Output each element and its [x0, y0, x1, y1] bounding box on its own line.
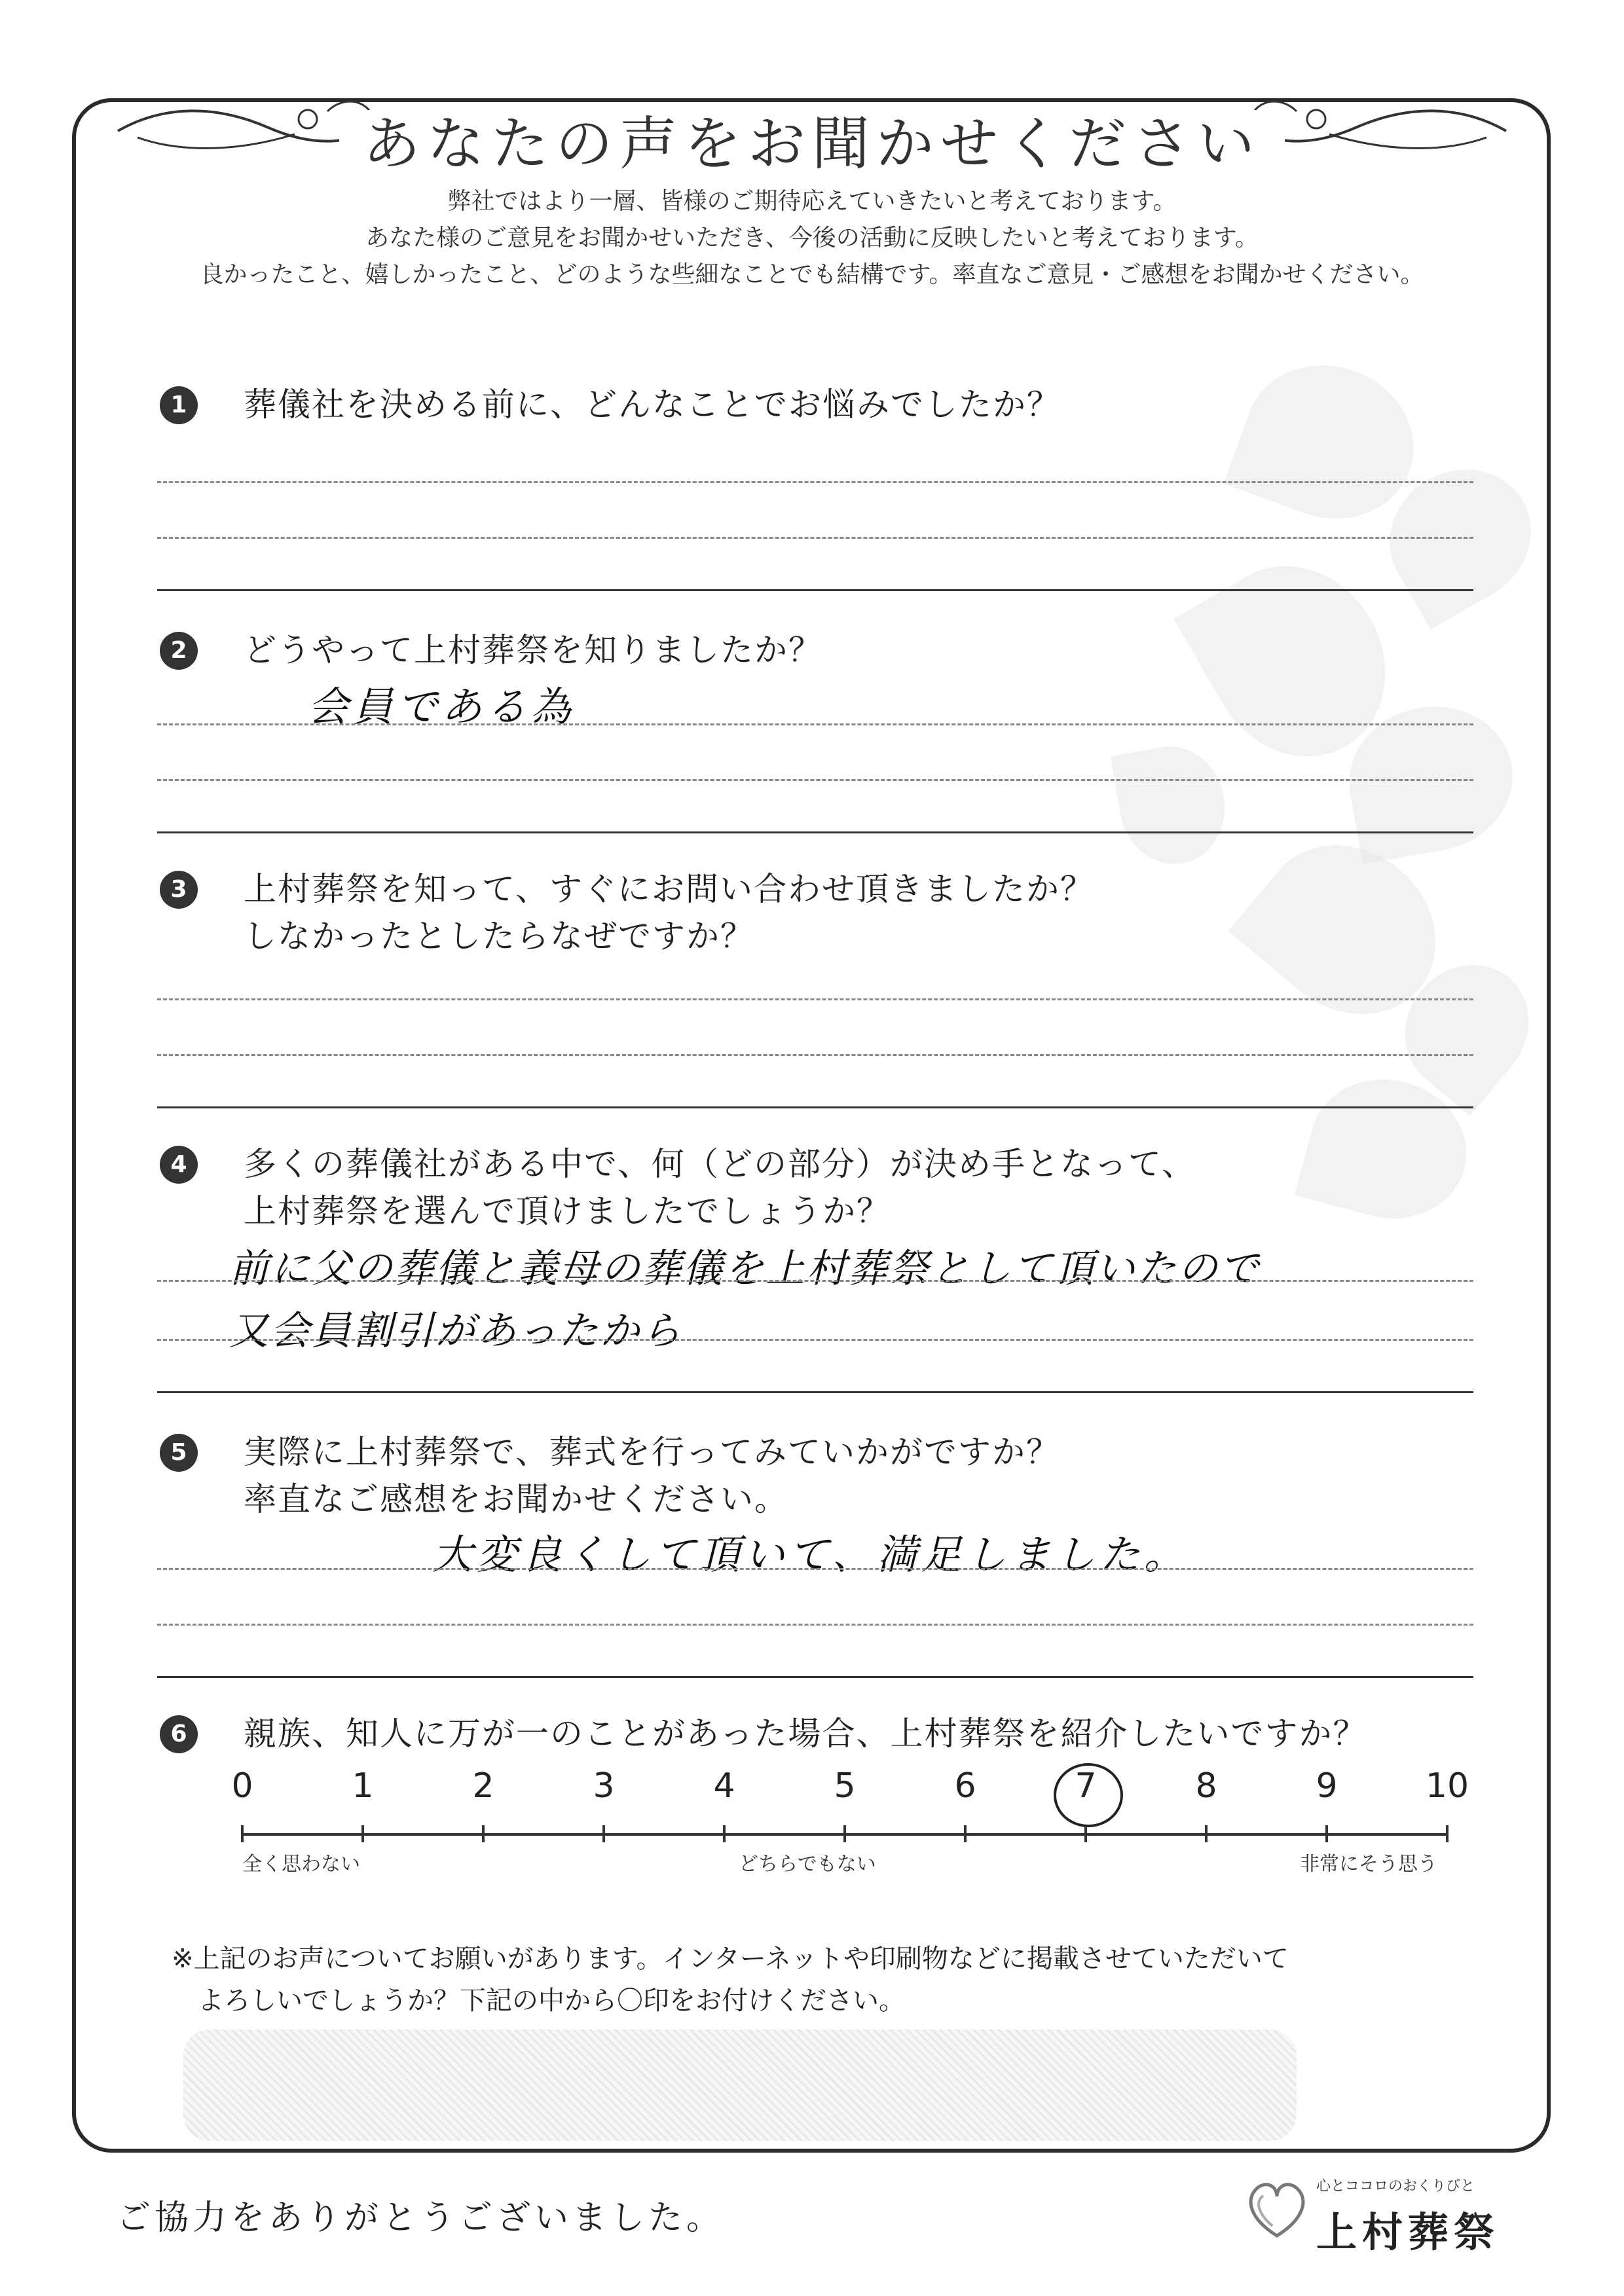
question-5-text: 実際に上村葬祭で、葬式を行ってみていかがですか？ 率直なご感想をお聞かせください。 — [244, 1433, 1060, 1518]
answer-line — [157, 1339, 1473, 1341]
question-number-badge: 5 — [160, 1434, 198, 1472]
intro-text: 弊社ではより一層、皆様のご期待応えていきたいと考えております。 あなた様のご意見をお聞かせいただき、今後の活動に反映したいと考えております。 良かったこと、嬉しかったこと、どのような些細なことでも結構です。率直なご意見・ご感想をお聞かせください。 — [200, 188, 1424, 288]
scale-label-mid: どちらでもない — [739, 1853, 876, 1876]
scale-tick — [843, 1825, 846, 1842]
scale-number-3: 3 — [593, 1766, 615, 1806]
answer-line — [157, 537, 1473, 539]
answer-line — [157, 1054, 1473, 1056]
heart-logo-icon — [1241, 2174, 1313, 2246]
handwritten-answer-2: 会員である為 — [308, 683, 576, 731]
handwritten-answer-4-line-1: 前に父の葬儀と義母の葬儀を上村葬祭として頂いたので — [229, 1246, 1261, 1292]
scale-tick — [1446, 1825, 1449, 1842]
answer-line — [157, 481, 1473, 483]
section-divider — [157, 1676, 1473, 1678]
scale-number-5: 5 — [834, 1766, 856, 1806]
question-4-text: 多くの葬儀社がある中で、何（どの部分）が決め手となって、 上村葬祭を選んで頂けましたでしょうか？ — [244, 1145, 1196, 1230]
scale-number-9: 9 — [1316, 1766, 1338, 1806]
handwritten-answer-4-line-2: 又会員割引があったから — [229, 1308, 683, 1354]
speckled-area — [183, 2030, 1297, 2141]
question-6-text: 親族、知人に万が一のことがあった場合、上村葬祭を紹介したいですか？ — [244, 1715, 1367, 1753]
section-divider — [157, 589, 1473, 591]
scale-number-6: 6 — [954, 1766, 976, 1806]
scale-tick — [723, 1825, 726, 1842]
answer-line — [157, 723, 1473, 725]
form-title: あなたの声をお聞かせください — [0, 98, 1624, 181]
question-number-badge: 3 — [160, 871, 198, 909]
scale-tick — [964, 1825, 967, 1842]
question-number-badge: 1 — [160, 386, 198, 424]
answer-line — [157, 1280, 1473, 1282]
answer-line — [157, 998, 1473, 1000]
question-number-badge: 4 — [160, 1146, 198, 1184]
answer-line — [157, 1568, 1473, 1570]
answer-line — [157, 1624, 1473, 1626]
question-2-text: どうやって上村葬祭を知りましたか？ — [244, 631, 822, 669]
question-number-badge: 6 — [160, 1715, 198, 1753]
scale-label-high: 非常にそう思う — [1300, 1853, 1437, 1876]
scale-tick — [1084, 1825, 1087, 1842]
brand-name: 上村葬祭 — [1316, 2208, 1500, 2256]
question-1-text: 葬儀社を決める前に、どんなことでお悩みでしたか？ — [244, 386, 1061, 424]
scale-tick — [1325, 1825, 1328, 1842]
scale-label-low: 全く思わない — [242, 1853, 360, 1876]
scale-tick — [241, 1825, 244, 1842]
section-divider — [157, 831, 1473, 833]
scale-number-4: 4 — [713, 1766, 735, 1806]
thanks-message: ご協力をありがとうございました。 — [117, 2198, 725, 2238]
scale-tick — [361, 1825, 364, 1842]
scale-number-8: 8 — [1195, 1766, 1217, 1806]
section-divider — [157, 1391, 1473, 1393]
scale-tick — [602, 1825, 605, 1842]
scale-tick — [482, 1825, 485, 1842]
question-number-badge: 2 — [160, 632, 198, 670]
scale-number-10: 10 — [1425, 1766, 1469, 1806]
handwritten-answer-5: 大変良くして頂いて、満足しました。 — [432, 1531, 1189, 1578]
scale-number-7: 7 — [1075, 1766, 1097, 1806]
scale-number-2: 2 — [472, 1766, 494, 1806]
section-divider — [157, 1106, 1473, 1108]
selected-rating-circle — [1054, 1763, 1123, 1827]
answer-line — [157, 779, 1473, 781]
scale-number-0: 0 — [231, 1766, 253, 1806]
scale-tick — [1205, 1825, 1208, 1842]
publication-note: ※上記のお声についてお願いがあります。インターネットや印刷物などに掲載させていただいて よろしいでしょうか？下記の中から〇印をお付けください。 — [172, 1944, 1289, 2016]
scale-number-1: 1 — [352, 1766, 374, 1806]
brand-tagline: 心とココロのおくりびと — [1316, 2178, 1475, 2195]
question-3-text: 上村葬祭を知って、すぐにお問い合わせ頂きましたか？ しなかったとしたらなぜですか？ — [244, 870, 1094, 955]
